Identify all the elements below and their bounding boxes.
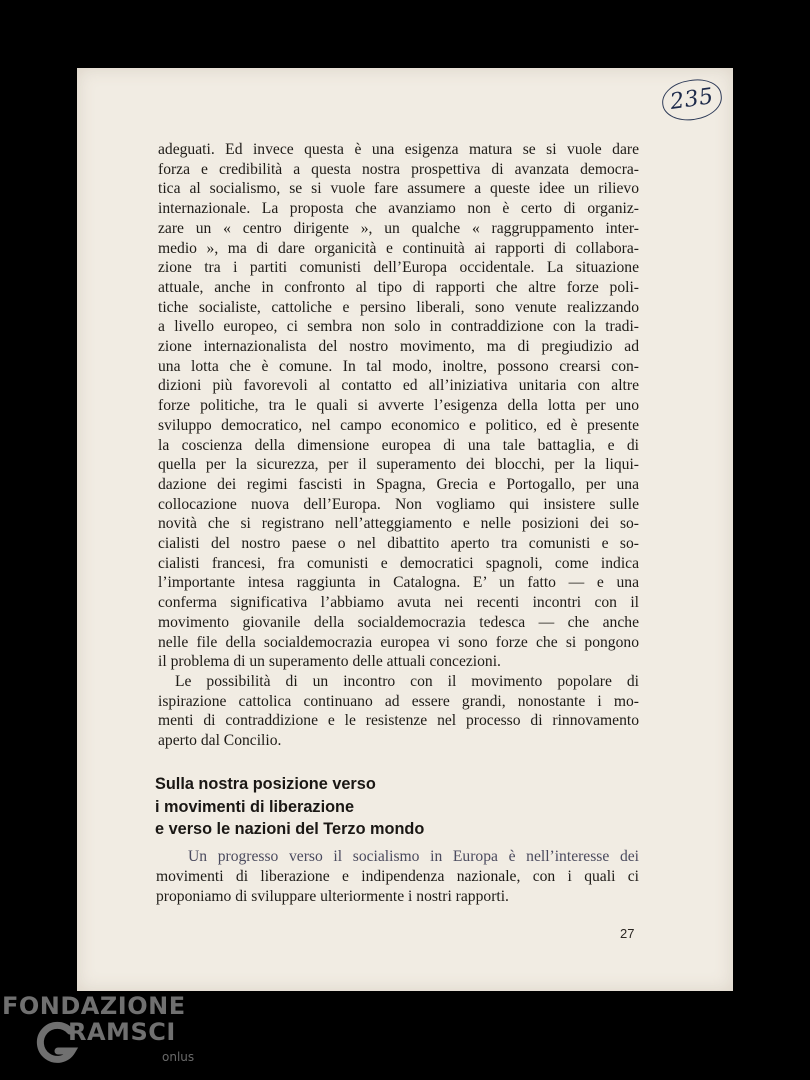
text-line: sviluppo democratico, nel campo economico e politico, ed è presente [158, 416, 639, 434]
watermark-line-2: RAMSCI [68, 1018, 176, 1046]
text-line: una lotta che è comune. In tal modo, inoltre, possono crearsi con- [158, 357, 639, 375]
text-line: il problema di un superamento delle attuali concezioni. [158, 653, 501, 671]
heading-line: i movimenti di liberazione [155, 797, 355, 816]
watermark-onlus: onlus [162, 1050, 195, 1064]
body-text [158, 140, 639, 751]
text-line: novità che si registrano nell’atteggiamento e nelle posizioni dei so- [158, 515, 639, 533]
text-line: attuale, anche in confronto al tipo di rapporti che altre forze poli- [158, 278, 639, 296]
text-line: l’importante intesa raggiunta in Catalogna. E’ un fatto — e una [158, 574, 639, 592]
text-line: proponiamo di sviluppare ulteriormente i nostri rapporti. [156, 888, 509, 905]
heading-line: Sulla nostra posizione verso [155, 775, 376, 793]
watermark-line-1: FONDAZIONE [2, 992, 186, 1020]
text-line: aperto dal Concilio. [158, 732, 282, 750]
closing-paragraph [156, 847, 639, 907]
text-line: collocazione nuova dell’Europa. Non vogliamo qui insistere sulle [158, 495, 639, 513]
text-line: forze politiche, tra le quali si avverte l’esigenza della lotta per uno [158, 397, 639, 415]
text-line: tiche socialiste, cattoliche e persino liberali, sono venute realizzando [158, 298, 639, 316]
text-line: la coscienza della dimensione europea di una tale battaglia, e di [158, 436, 639, 454]
archive-number-stamp: 235 [660, 76, 725, 124]
text-line: movimenti di liberazione e indipendenza nazionale, con i quali ci [156, 868, 639, 885]
text-line: cialisti del nostro paese o nel dibattito aperto tra comunisti e so- [158, 535, 639, 553]
text-line: nelle file della socialdemocrazia europea vi sono forze che si pongono [158, 633, 639, 651]
text-line: Un progresso verso il socialismo in Europa è nell’interesse dei [188, 848, 639, 865]
text-line: internazionale. La proposta che avanziamo non è certo di organiz- [158, 200, 639, 218]
text-line: tica al socialismo, se si vuole fare assumere a queste idee un rilievo [158, 180, 639, 198]
text-line: dizioni più favorevoli al contatto ed all’iniziativa unitaria con altre [158, 377, 639, 395]
text-line: dazione dei regimi fascisti in Spagna, Grecia e Portogallo, per una [158, 475, 639, 493]
page-number: 27 [620, 926, 635, 941]
text-line: cialisti francesi, fra comunisti e democratici spagnoli, come indica [158, 554, 639, 572]
text-line: movimento giovanile della socialdemocrazia tedesca — che anche [158, 613, 639, 631]
text-line: zione internazionalista del nostro movimento, ma di pregiudizio ad [158, 338, 639, 356]
text-line: adeguati. Ed invece questa è una esigenza matura se si vuole dare [158, 141, 639, 158]
text-line: Le possibilità di un incontro con il movimento popolare di [175, 672, 639, 690]
text-line: conferma significativa l’abbiamo avuta nei recenti incontri con il [158, 594, 639, 612]
section-heading [155, 773, 475, 841]
fondazione-gramsci-watermark [2, 992, 202, 1072]
text-line: quella per la sicurezza, per il superamento dei blocchi, per la liqui- [158, 456, 639, 474]
text-line: zione tra i partiti comunisti dell’Europa occidentale. La situazione [158, 259, 639, 277]
text-line: menti di contraddizione e le resistenze nel processo di rinnovamento [158, 712, 639, 730]
heading-line: e verso le nazioni del Terzo mondo [155, 820, 425, 838]
text-line: zare un « centro dirigente », un qualche « raggruppamento inter- [158, 219, 639, 237]
text-line: ispirazione cattolica continuano ad essere grandi, nonostante i mo- [158, 692, 639, 710]
text-line: forza e credibilità a questa nostra prospettiva di avanzata democra- [158, 160, 639, 178]
text-line: medio », ma di dare organicità e continuità ai rapporti di collabora- [158, 239, 639, 257]
text-line: a livello europeo, ci sembra non solo in contraddizione con la tradi- [158, 318, 639, 336]
